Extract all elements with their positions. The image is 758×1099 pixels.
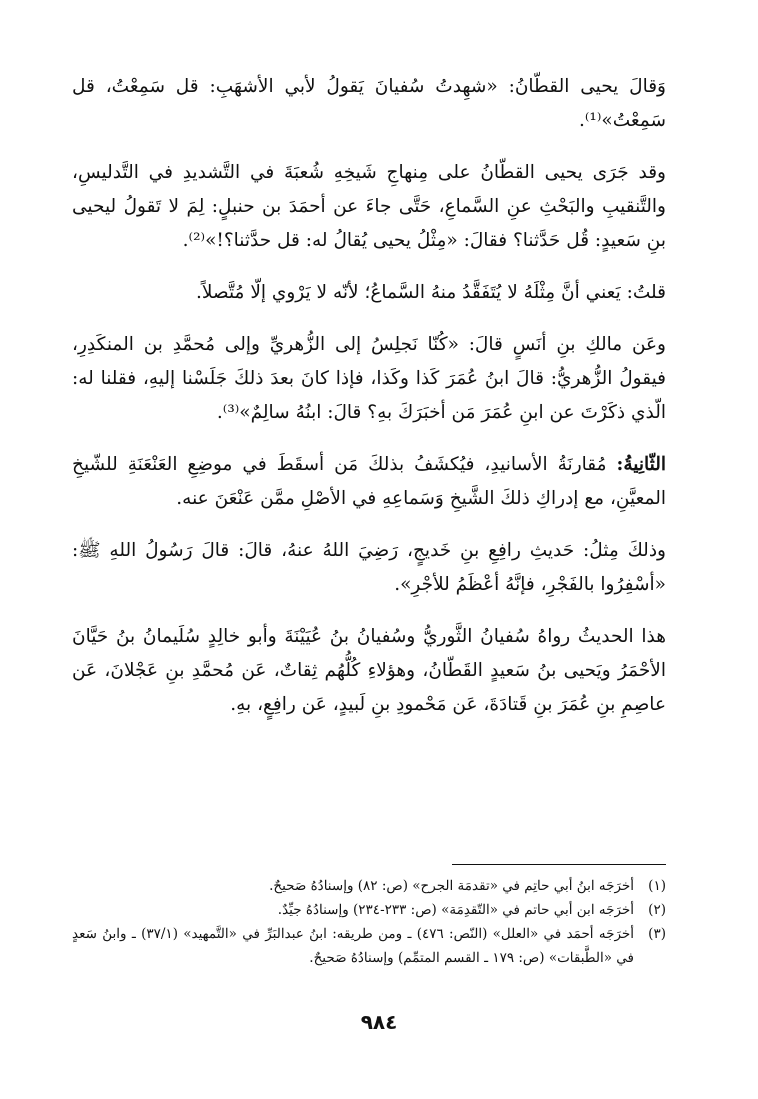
footnote-text: أخرَجَه ابن أبي حاتم في «التّقدِمَة» (ص: ٢٣٣-٢٣٤) وإسنادُهُ جيِّدٌ.	[277, 902, 634, 918]
paragraph-narrators: هذا الحديثُ رواهُ سُفيانُ الثَّوريُّ وسُفيانُ بنُ عُيَيْنَةَ وأبو خالِدٍ سُلَيمانُ بنُ حَيَّانَ الأحْمَرُ ويَحيى بنُ سَعيدٍ القَطّانُ، وهؤلاءِ كُلُّهُم ثِقاتٌ، عَن مُحمَّدِ بنِ عَجْلانَ، عَن عاصِمِ بنِ عُمَرَ بنِ قَتادَةَ، عَن مَحْمودِ بنِ لَبيدٍ، عَن رافِعٍ، بهِ.	[72, 626, 666, 715]
paragraph-malik-quote: وعَن مالكِ بنِ أنَسٍ قالَ: «كُنّا نَجلِسُ إلى الزُّهريِّ وإلى مُحمَّدِ بن المنكَدِرِ، فيقولُ الزُّهريُّ: قالَ ابنُ عُمَرَ كَذا وكَذا، فإذا كانَ بعدَ ذلكَ جَلَسْنا إليهِ، فقلنا له: الّذي ذكَرْتَ عن ابنِ عُمَرَ مَن أخبَرَكَ بهِ؟ قالَ: ابنُهُ سالِمٌ»⁽³⁾.	[72, 334, 666, 423]
page-number: ٩٨٤	[360, 1010, 398, 1034]
paragraph-comment: قلتُ: يَعني أنَّ مِثْلَهُ لا يُتَفَقَّدُ منهُ السَّماعُ؛ لأنّه لا يَرْوي إلّا مُتَّصلاً.	[195, 282, 666, 303]
footnote-number: (٢)	[648, 902, 666, 918]
footnote-number: (٣)	[648, 926, 666, 942]
paragraph-second-method	[72, 448, 666, 516]
footnote-number: (١)	[648, 878, 666, 894]
main-text	[72, 70, 666, 740]
footnotes	[72, 874, 666, 970]
footnote-item	[72, 922, 666, 970]
footnote-text: أخرَجَه أحمَد في «العلل» (النّص: ٤٧٦) ـ ومن طريقه: ابنُ عبدالبَرِّ في «التَّمهيد» (٣٧/١) ـ وابنُ سَعدٍ في «الطَّبقات» (ص: ١٧٩ ـ القسم المتمِّم) وإسنادُهُ صَحيحٌ.	[72, 926, 634, 966]
paragraph-hadith-example: وذلكَ مِثلُ: حَديثِ رافِعِ بنِ خَديجٍ، رَضِيَ اللهُ عنهُ، قالَ: قالَ رَسُولُ اللهِ ﷺ: «أسْفِرُوا بالفَجْرِ، فإنَّهُ أعْظَمُ للأجْرِ».	[72, 540, 666, 595]
footnote-text: أخرَجَه ابنُ أبي حاتِم في «تقدمَة الجرح» (ص: ٨٢) وإسنادُهُ صَحيحٌ.	[269, 878, 634, 894]
paragraph-qattan-quote: وَقالَ يحيى القطّانُ: «شهِدتُ سُفيانَ يَقولُ لأبي الأشهَبِ: قل سَمِعْتُ، قل سَمِعْتُ»⁽¹⁾.	[72, 76, 666, 131]
section-lead-second: الثّانِيةُ:	[616, 454, 666, 475]
footnote-divider	[452, 864, 666, 865]
footnote-item	[72, 874, 666, 898]
second-method-text: مُقارنَةُ الأسانيدِ، فيُكشَفُ بذلكَ مَن أسقَطَ في موضِعِ العَنْعَنَةِ للشّيخِ المعيَّنِ، مع إدراكِ ذلكَ الشَّيخِ وَسَماعِهِ في الأصْلِ ممَّن عَنْعَنَ عنه.	[72, 454, 666, 509]
paragraph-tadlis: وقد جَرَى يحيى القطّانُ على مِنهاجِ شَيخِهِ شُعبَةَ في التَّشديدِ في التَّدليسِ، والتَّنقيبِ والبَحْثِ عنِ السَّماعِ، حَتَّى جاءَ عن أحمَدَ بن حنبلٍ: لِمَ لا تَقولُ ليحيى بنِ سَعيدٍ: قُل حَدَّثنا؟ فقالَ: «مِثْلُ يحيى يُقالُ له: قل حدَّثنا؟!»⁽²⁾.	[72, 162, 666, 251]
footnote-item	[72, 898, 666, 922]
